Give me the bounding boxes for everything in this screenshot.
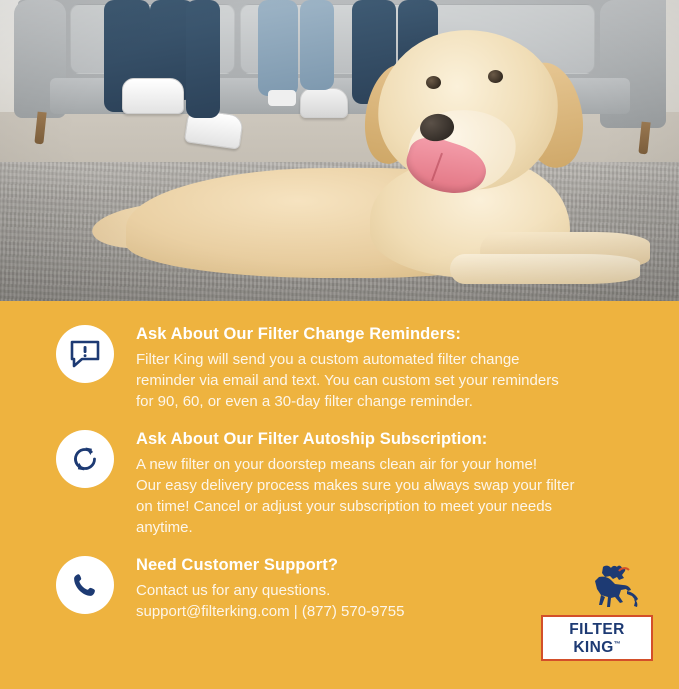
info-row-body <box>136 580 404 622</box>
info-line: for 90, 60, or even a 30-day filter change reminder. <box>136 393 473 410</box>
lion-icon <box>541 563 653 615</box>
info-row-body <box>136 454 575 538</box>
brand-logo <box>541 563 653 661</box>
info-row-text <box>136 428 575 538</box>
info-row-title: Ask About Our Filter Change Reminders: <box>136 325 461 343</box>
info-line: A new filter on your doorstep means clean air for your home! <box>136 456 538 473</box>
info-row-autoship <box>20 428 659 538</box>
info-row-text <box>136 323 559 412</box>
info-row-reminders <box>20 323 659 412</box>
phone-icon <box>56 556 114 614</box>
hero-photo <box>0 0 679 301</box>
logo-line-2 <box>547 637 647 655</box>
logo-wordmark <box>541 615 653 661</box>
info-line: anytime. <box>136 519 193 536</box>
info-line: reminder via email and text. You can custom set your reminders <box>136 372 559 389</box>
info-line: Our easy delivery process makes sure you always swap your filter <box>136 477 575 494</box>
info-line: Filter King will send you a custom automated filter change <box>136 351 520 368</box>
logo-line-1: FILTER <box>569 620 625 638</box>
chat-alert-icon <box>56 325 114 383</box>
info-row-title: Ask About Our Filter Autoship Subscription: <box>136 430 488 448</box>
photo-vignette <box>0 0 679 301</box>
refresh-cycle-icon <box>56 430 114 488</box>
info-row-text <box>136 554 404 622</box>
logo-king-text: KING <box>573 639 614 656</box>
info-line: Contact us for any questions. <box>136 582 331 599</box>
logo-trademark: ™ <box>613 640 621 648</box>
info-row-body <box>136 349 559 412</box>
info-panel <box>0 301 679 689</box>
support-contact[interactable]: support@filterking.com | (877) 570-9755 <box>136 603 405 620</box>
info-row-title: Need Customer Support? <box>136 556 339 574</box>
info-line: on time! Cancel or adjust your subscription to meet your needs <box>136 498 553 515</box>
